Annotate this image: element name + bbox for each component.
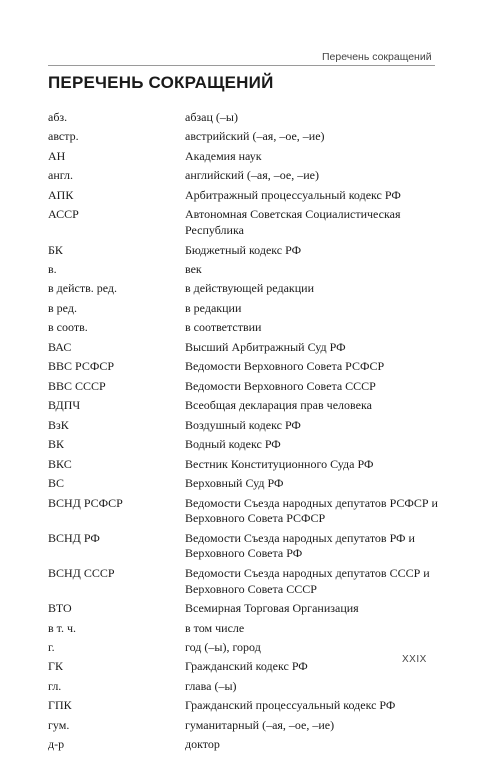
- abbreviation-term: ВВС РСФСР: [48, 359, 114, 374]
- abbreviation-meaning: год (–ы), город: [185, 640, 261, 654]
- abbreviation-meaning: в соответствии: [185, 320, 262, 335]
- abbreviation-meaning: абзац (–ы): [185, 110, 238, 124]
- abbreviation-meaning: глава (–ы): [185, 678, 237, 693]
- abbreviation-meaning: доктор: [185, 737, 220, 752]
- abbreviation-meaning: Высший Арбитражный Суд РФ: [185, 339, 346, 354]
- abbreviation-entry: [48, 457, 440, 473]
- abbreviation-term: ВВС СССР: [48, 378, 106, 393]
- abbreviation-entry: [48, 281, 440, 297]
- abbreviation-meaning: Арбитражный процессуальный кодекс РФ: [185, 187, 401, 202]
- abbreviation-term: австр.: [48, 129, 79, 144]
- abbreviation-meaning: в редакции: [185, 300, 242, 315]
- abbreviation-entry: [48, 262, 440, 278]
- abbreviation-term: гум.: [48, 717, 70, 732]
- abbreviation-term: ВСНД РСФСР: [48, 495, 123, 510]
- abbreviation-term: в соотв.: [48, 320, 88, 335]
- header-rule: [48, 65, 435, 66]
- abbreviation-entry: [48, 243, 440, 259]
- abbreviation-term: гл.: [48, 678, 62, 693]
- page-number: XXIX: [402, 654, 427, 665]
- abbreviation-meaning: век: [185, 261, 202, 276]
- abbreviation-term: абз.: [48, 110, 68, 124]
- abbreviation-entry: [48, 640, 440, 656]
- page-title: ПЕРЕЧЕНЬ СОКРАЩЕНИЙ: [48, 73, 274, 92]
- abbreviation-term: г.: [48, 640, 55, 654]
- abbreviation-term: ГК: [48, 659, 63, 674]
- abbreviation-entry: [48, 359, 440, 375]
- abbreviation-meaning: в действующей редакции: [185, 281, 314, 296]
- abbreviation-entry: [48, 188, 440, 204]
- abbreviation-meaning: Гражданский процессуальный кодекс РФ: [185, 698, 396, 713]
- abbreviation-meaning: Ведомости Съезда народных депутатов РФ и Верховного Совета РФ: [185, 530, 415, 561]
- abbreviation-term: ВКС: [48, 456, 72, 471]
- abbreviation-meaning: Всеобщая декларация прав человека: [185, 398, 372, 413]
- abbreviation-meaning: в том числе: [185, 620, 245, 635]
- abbreviation-entry: [48, 207, 440, 238]
- abbreviation-term: АПК: [48, 187, 74, 202]
- abbreviation-entry: [48, 496, 440, 527]
- abbreviation-meaning: Вестник Конституционного Суда РФ: [185, 456, 374, 471]
- abbreviation-term: АССР: [48, 207, 79, 222]
- abbreviation-list: [48, 110, 440, 757]
- abbreviation-meaning: Бюджетный кодекс РФ: [185, 242, 302, 257]
- abbreviation-term: в действ. ред.: [48, 281, 118, 296]
- abbreviation-term: д-р: [48, 737, 65, 752]
- abbreviation-meaning: Гражданский кодекс РФ: [185, 659, 308, 674]
- abbreviation-term: в т. ч.: [48, 620, 77, 635]
- abbreviation-meaning: Всемирная Торговая Организация: [185, 601, 359, 616]
- abbreviation-entry: [48, 698, 440, 714]
- abbreviation-meaning: гуманитарный (–ая, –ое, –ие): [185, 717, 335, 732]
- abbreviation-term: ВзК: [48, 417, 69, 432]
- abbreviation-entry: [48, 476, 440, 492]
- abbreviation-entry: [48, 168, 440, 184]
- abbreviation-entry: [48, 531, 440, 562]
- abbreviation-entry: [48, 621, 440, 637]
- abbreviation-term: ВС: [48, 476, 65, 491]
- abbreviation-entry: [48, 320, 440, 336]
- abbreviation-term: англ.: [48, 168, 74, 183]
- abbreviation-entry: [48, 398, 440, 414]
- abbreviation-entry: [48, 437, 440, 453]
- abbreviation-term: ВСНД РФ: [48, 530, 100, 545]
- abbreviation-meaning: Ведомости Съезда народных депутатов СССР и Верховного Совета СССР: [185, 565, 430, 596]
- abbreviation-entry: [48, 340, 440, 356]
- abbreviation-meaning: Автономная Советская Социалистическая Республика: [185, 207, 401, 238]
- abbreviation-meaning: Ведомости Верховного Совета СССР: [185, 378, 376, 393]
- abbreviation-meaning: английский (–ая, –ое, –ие): [185, 168, 319, 183]
- abbreviation-entry: [48, 418, 440, 434]
- running-head: Перечень сокращений: [322, 51, 432, 63]
- abbreviation-entry: [48, 566, 440, 597]
- abbreviation-term: ВК: [48, 437, 65, 452]
- abbreviation-meaning: Ведомости Съезда народных депутатов РСФСР и Верховного Совета РСФСР: [185, 495, 438, 526]
- abbreviation-term: АН: [48, 148, 66, 163]
- abbreviation-entry: [48, 679, 440, 695]
- abbreviation-entry: [48, 659, 440, 675]
- abbreviation-term: ВАС: [48, 339, 72, 354]
- abbreviation-term: ВДПЧ: [48, 398, 81, 413]
- abbreviation-term: в.: [48, 261, 57, 276]
- abbreviation-entry: [48, 737, 440, 753]
- abbreviation-term: в ред.: [48, 300, 77, 315]
- abbreviation-entry: [48, 110, 440, 126]
- abbreviation-meaning: Водный кодекс РФ: [185, 437, 281, 452]
- abbreviation-meaning: Ведомости Верховного Совета РСФСР: [185, 359, 385, 374]
- abbreviation-entry: [48, 379, 440, 395]
- abbreviation-entry: [48, 129, 440, 145]
- abbreviation-meaning: Воздушный кодекс РФ: [185, 417, 301, 432]
- abbreviation-term: ВТО: [48, 601, 72, 616]
- abbreviation-term: ВСНД СССР: [48, 565, 115, 580]
- abbreviation-meaning: Верховный Суд РФ: [185, 476, 284, 491]
- abbreviation-meaning: австрийский (–ая, –ое, –ие): [185, 129, 325, 144]
- abbreviation-entry: [48, 149, 440, 165]
- abbreviation-meaning: Академия наук: [185, 148, 262, 163]
- abbreviation-entry: [48, 718, 440, 734]
- abbreviation-term: ГПК: [48, 698, 72, 713]
- abbreviation-entry: [48, 301, 440, 317]
- abbreviation-entry: [48, 601, 440, 617]
- abbreviation-term: БК: [48, 242, 63, 257]
